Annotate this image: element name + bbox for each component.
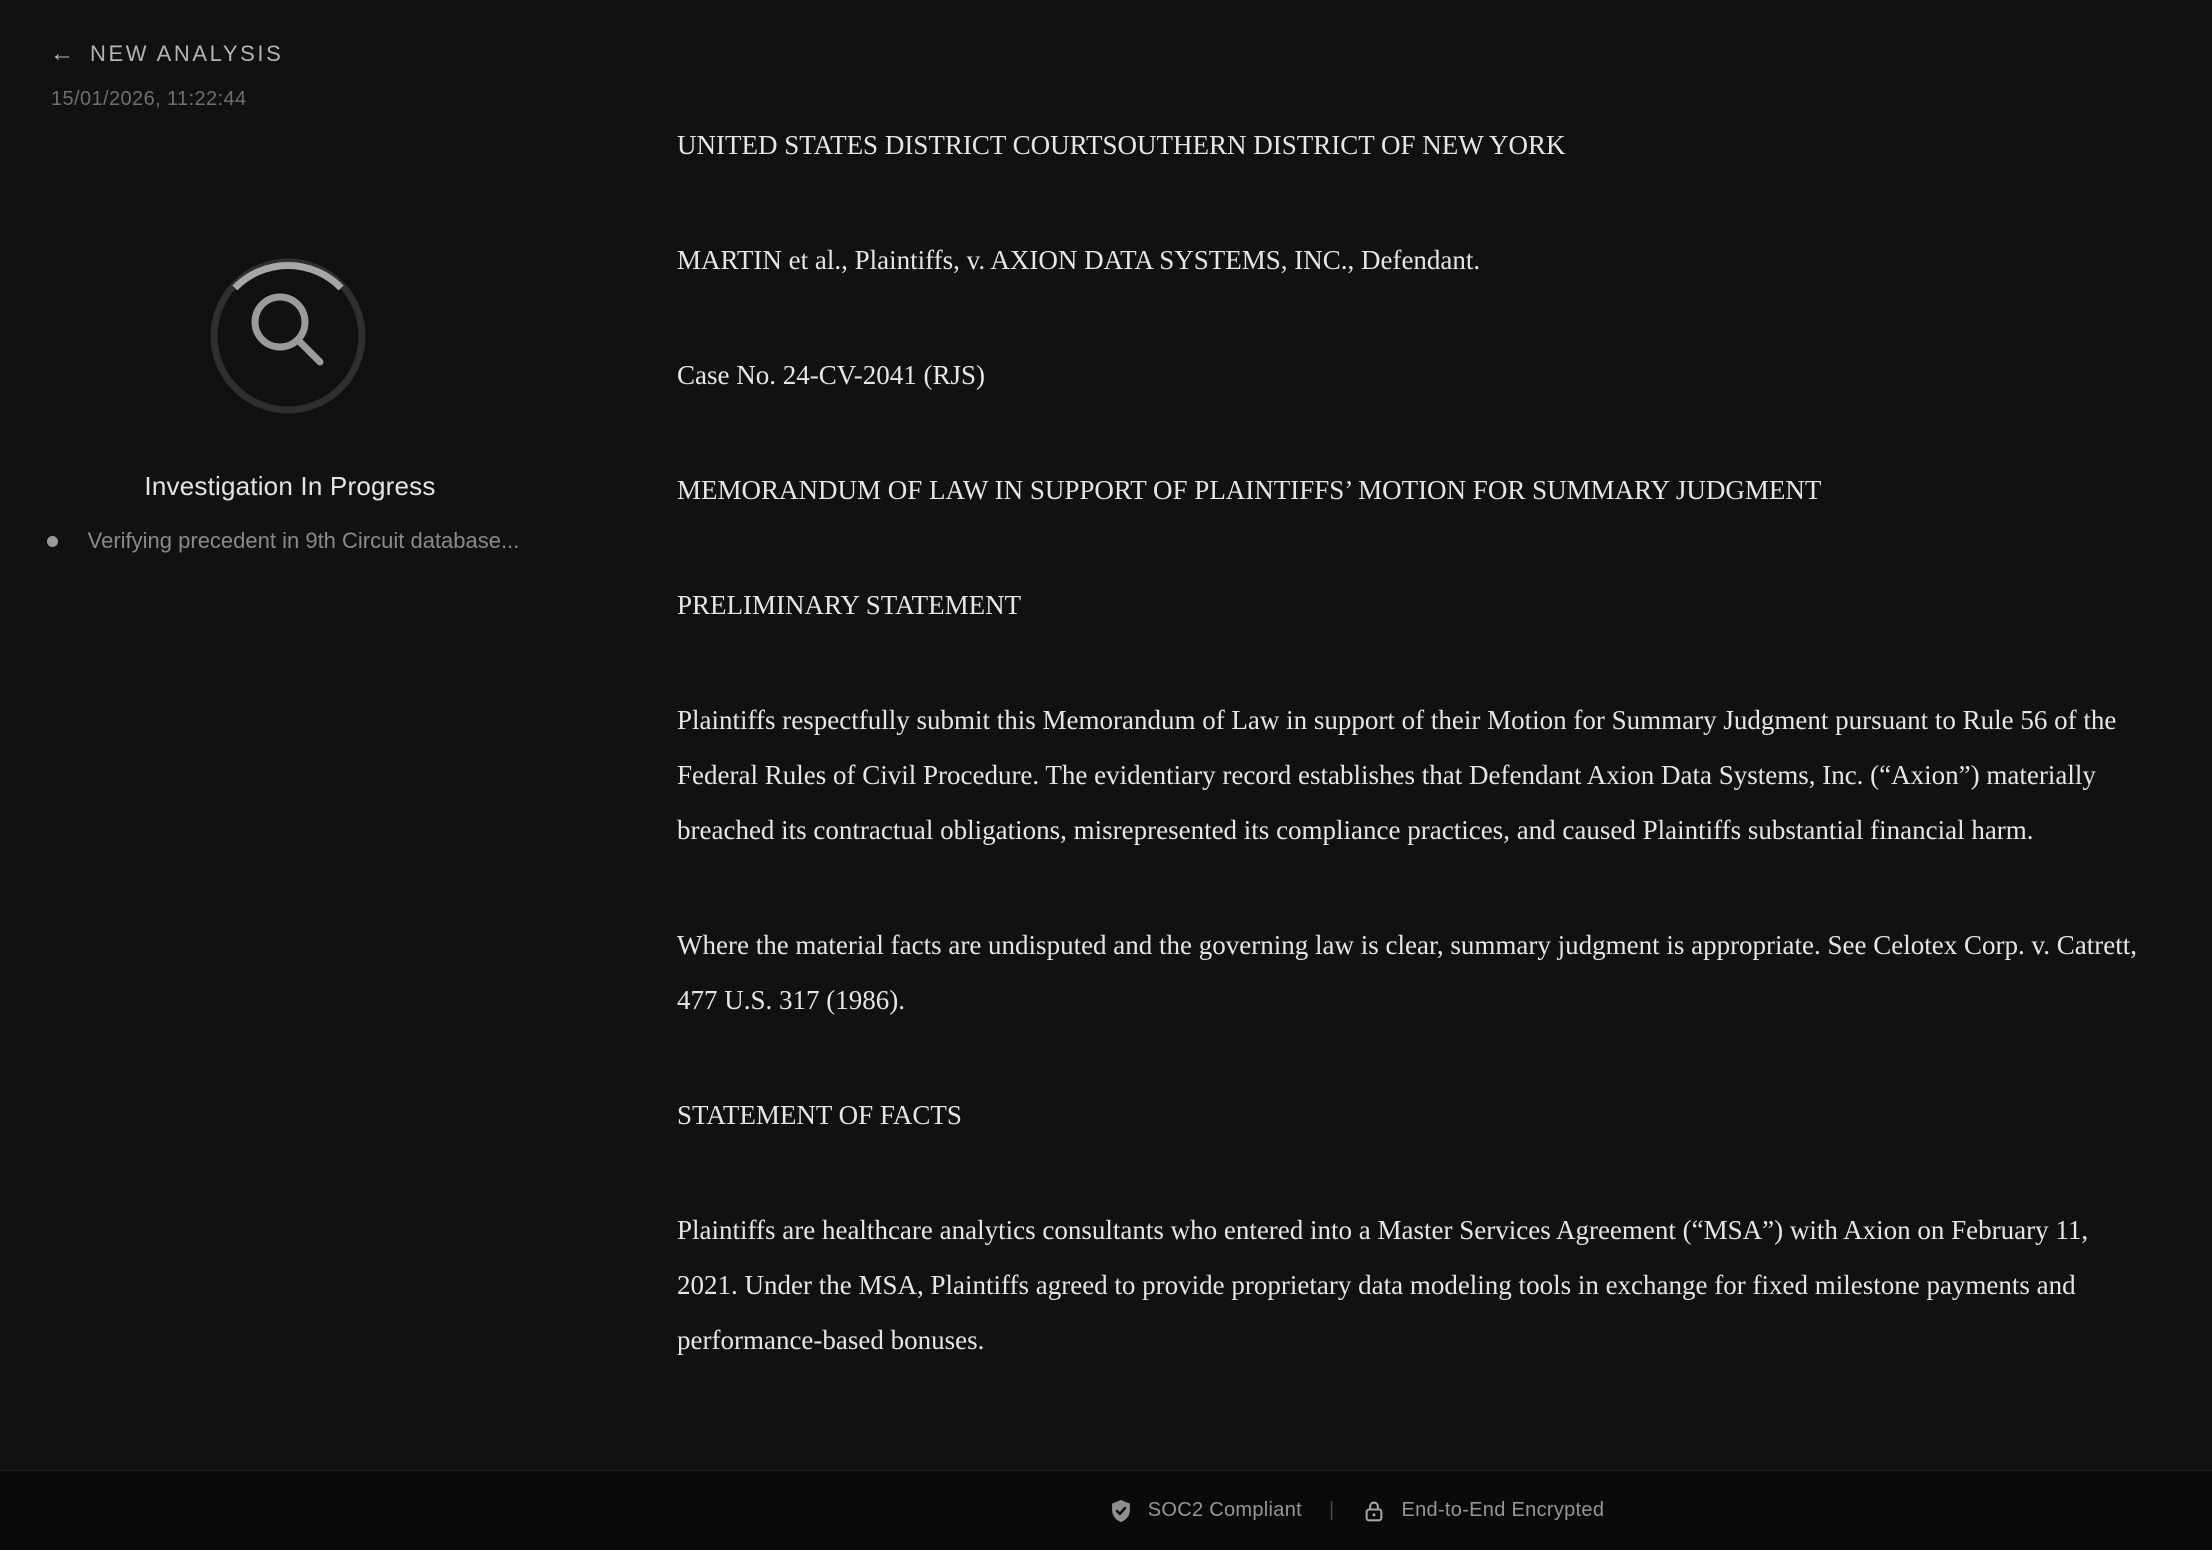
status-dot-icon <box>47 536 58 547</box>
document-case-caption: MARTIN et al., Plaintiffs, v. AXION DATA SYSTEMS, INC., Defendant. <box>677 245 1481 275</box>
document-court-heading: UNITED STATES DISTRICT COURTSOUTHERN DISTRICT OF NEW YORK <box>677 130 1566 160</box>
shield-check-icon <box>1108 1498 1134 1524</box>
lock-icon <box>1361 1498 1387 1524</box>
back-button-label: NEW ANALYSIS <box>90 41 284 66</box>
document-paragraph: Plaintiffs respectfully submit this Memorandum of Law in support of their Motion for Summary Judgment pursuant to Rule 56 of the Federal Rules of Civil Procedure. The evidentiary record establishes that Defendant Axion Data Systems, Inc. (“Axion”) materially breached its contractual obligations, misrepresented its compliance practices, and caused Plaintiffs substantial financial harm. <box>677 705 2117 845</box>
status-title: Investigation In Progress <box>144 471 436 501</box>
encryption-label: End-to-End Encrypted <box>1401 1499 1605 1521</box>
soc2-compliance-item <box>1108 1498 1302 1524</box>
document-section-heading: PRELIMINARY STATEMENT <box>677 590 1022 620</box>
document-case-number: Case No. 24-CV-2041 (RJS) <box>677 360 986 390</box>
status-panel <box>0 0 600 1470</box>
status-step-row <box>47 524 577 558</box>
soc2-label: SOC2 Compliant <box>1147 1499 1302 1521</box>
document-section-heading: STATEMENT OF FACTS <box>677 1100 962 1130</box>
document-scroll-area[interactable] <box>677 0 2147 1470</box>
encryption-item <box>1361 1498 1604 1524</box>
document-memorandum-title: MEMORANDUM OF LAW IN SUPPORT OF PLAINTIFFS’ MOTION FOR SUMMARY JUDGMENT <box>677 475 1822 505</box>
back-arrow-icon: ← <box>50 40 74 67</box>
search-spinner-icon <box>208 256 368 416</box>
status-detail: Verifying precedent in 9th Circuit database... <box>87 528 520 553</box>
document-paragraph: Plaintiffs are healthcare analytics consultants who entered into a Master Services Agreement (“MSA”) with Axion on February 11, 2021. Under the MSA, Plaintiffs agreed to provide proprietary data modeling tools in exchange for fixed milestone payments and performance-based bonuses. <box>677 1215 2089 1355</box>
footer-bar <box>0 1470 2212 1550</box>
document-paragraph: Where the material facts are undisputed and the governing law is clear, summary judgment is appropriate. See Celotex Corp. v. Catrett, 477 U.S. 317 (1986). <box>677 930 2137 1015</box>
magnifier-icon <box>255 297 320 362</box>
footer-separator: | <box>1328 1499 1335 1521</box>
analysis-timestamp: 15/01/2026, 11:22:44 <box>51 88 247 110</box>
